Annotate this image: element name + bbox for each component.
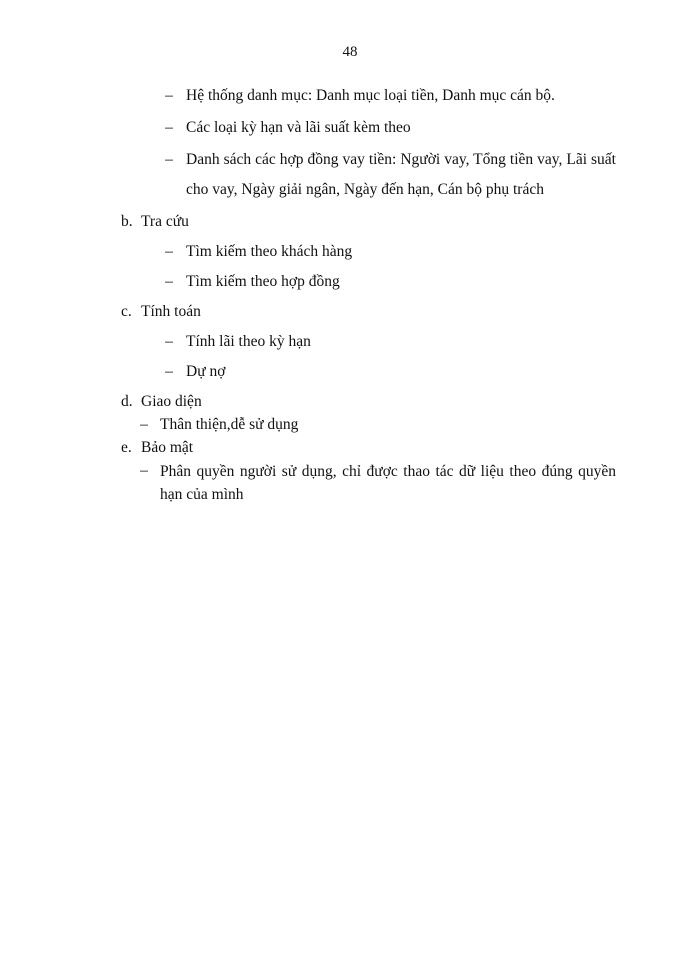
dash-bullet: –: [140, 416, 148, 433]
document-body: [0, 86, 700, 507]
section-heading-d: [0, 392, 700, 415]
section-title: Tra cứu: [141, 213, 189, 230]
dash-bullet: –: [165, 87, 173, 104]
list-item: [0, 150, 700, 212]
list-item-text: Tìm kiếm theo hợp đồng: [186, 273, 340, 290]
section-title: Tính toán: [141, 303, 201, 320]
list-item-text: [186, 145, 616, 205]
list-item-text: Các loại kỳ hạn và lãi suất kèm theo: [186, 119, 411, 136]
dash-bullet: –: [165, 243, 173, 260]
section-letter: e.: [121, 439, 132, 456]
list-item-text: Hệ thống danh mục: Danh mục loại tiền, Danh mục cán bộ.: [186, 87, 555, 104]
list-item: [0, 332, 700, 362]
list-item-text: Thân thiện,dễ sử dụng: [160, 416, 299, 433]
dash-bullet: –: [165, 273, 173, 290]
dash-bullet: –: [165, 333, 173, 350]
list-item: [0, 362, 700, 392]
dash-bullet: –: [165, 119, 173, 136]
list-item-text: Phân quyền người sử dụng, chỉ được thao tác dữ liệu theo đúng quyền hạn của mình: [160, 463, 616, 503]
list-item-text-content: Danh sách các hợp đồng vay tiền: Người vay, Tổng tiền vay, Lãi suất cho vay, Ngày giải ngân, Ngày đến hạn, Cán bộ phụ trách: [186, 151, 616, 198]
list-item-text: Tìm kiếm theo khách hàng: [186, 243, 353, 260]
list-item: [0, 415, 700, 438]
dash-bullet: –: [165, 363, 173, 380]
list-item: [0, 461, 700, 507]
list-item: [0, 272, 700, 302]
list-item: [0, 86, 700, 118]
page-number: 48: [342, 44, 358, 60]
section-letter: b.: [121, 213, 133, 230]
section-title: Giao diện: [141, 393, 202, 410]
dash-bullet: –: [165, 151, 173, 168]
section-heading-e: [0, 438, 700, 461]
section-heading-b: [0, 212, 700, 242]
section-heading-c: [0, 302, 700, 332]
dash-bullet: –: [140, 462, 148, 479]
list-item-text: Dự nợ: [186, 363, 226, 380]
section-letter: c.: [121, 303, 132, 320]
list-item: [0, 242, 700, 272]
section-letter: d.: [121, 393, 133, 410]
section-title: Bảo mật: [141, 439, 194, 456]
list-item-text: Tính lãi theo kỳ hạn: [186, 333, 311, 350]
